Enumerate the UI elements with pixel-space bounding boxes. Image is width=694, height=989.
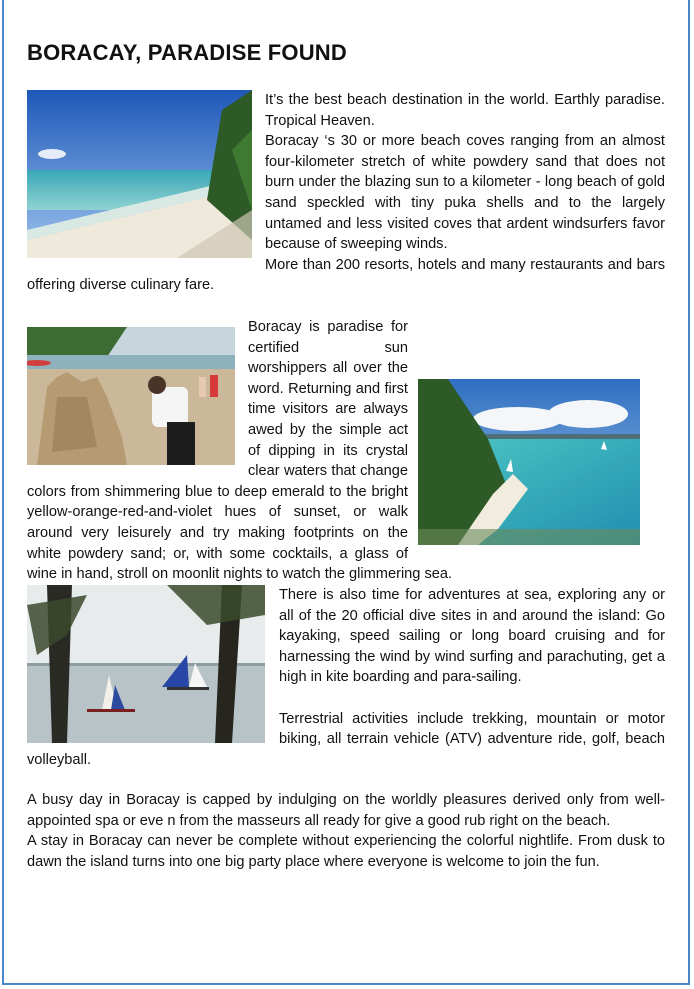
section-2-text: Boracay is paradise for certified sun worshippers all over the word. Returning and first time visitors are always awed by the simple act of dipping in its crystal clear waters that change colors from shimmering blue to deep emerald to the bright yellow-orange-red-and-violet hues of sunset, or walk around very leisurely and try making footprints on the white powdery sand; or, with some cocktails, a glass of wine in hand, stroll on moonlit nights to watch the glimmering sea. [27,319,453,583]
page-title: BORACAY, PARADISE FOUND [27,40,347,65]
section-3-text-2: Terrestrial activities include trekking, mountain or motor biking, all terrain vehicle (ATV) adventure ride, golf, beach volleyball. [27,710,665,768]
section-4-text-1: A busy day in Boracay is capped by indulging on the worldly pleasures derived only from well-appointed spa or eve n from the masseurs all ready for give a good rub right on the beach. [27,792,665,829]
section-1-line-2: Boracay ‘s 30 or more beach coves ranging from an almost four-kilometer stretch of white powdery sand that does not burn under the blazing sun to a kilometer - long beach of gold sand speckled with tiny puka shells and to the largely untamed and less visited coves that ardent windsurfers favor because of sweeping winds. [265,133,665,253]
coastline-photo [418,379,640,545]
sandcastle-photo [27,327,235,465]
section-1-line-3: More than 200 resorts, hotels and many restaurants and bars offering diverse culinary fare. [27,256,665,294]
section-3 [27,585,665,770]
section-4 [27,790,665,872]
section-2 [27,317,665,585]
section-1-line-1: It’s the best beach destination in the world. Earthly paradise. Tropical Heaven. [265,92,665,129]
section-4-text-2: A stay in Boracay can never be complete without experiencing the colorful nightlife. From dusk to dawn the island turns into one big party place where everyone is welcome to join the fun. [27,833,665,870]
beach-photo-1 [27,90,252,258]
section-1 [27,90,665,296]
section-3-text-1: There is also time for adventures at sea, exploring any or all of the 20 official dive sites in and around the island: Go kayaking, speed sailing or long board cruising and for harnessing the wind by wind surfing and parachuting, get a high in kite boarding and para-sailing. [279,587,665,686]
sailboats-photo [27,585,265,743]
